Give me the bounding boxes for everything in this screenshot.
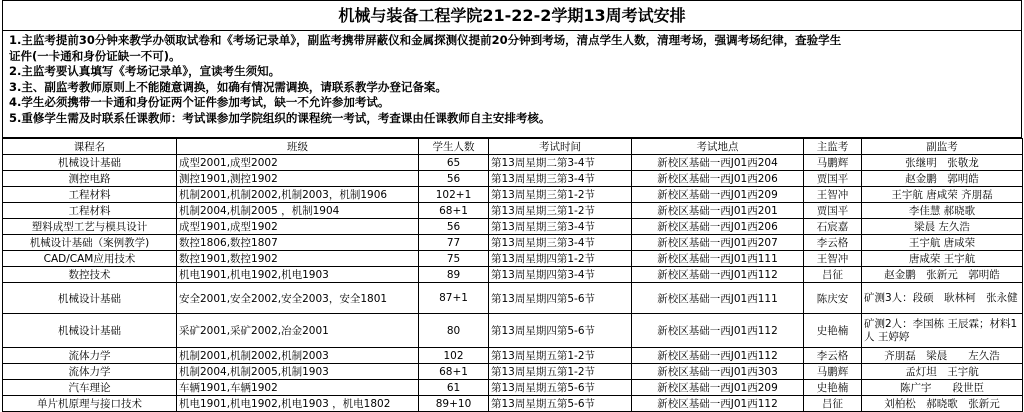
cell-time: 第13周星期四第5-6节 [489,283,632,314]
cell-assistant: 孟灯坦 王宇航 [862,364,1023,380]
cell-time: 第13周星期四第1-2节 [489,251,632,267]
table-row [3,364,1023,380]
cell-chief: 李云格 [804,235,862,251]
cell-count: 102+1 [419,187,489,203]
cell-classes: 机制2001,机制2002,机制2003，机制1906 [177,187,419,203]
cell-course: 机械设计基础（案例教学) [3,235,177,251]
table-row [3,283,1023,314]
cell-count: 89 [419,267,489,283]
cell-assistant: 齐朋磊 梁晨 左久浩 [862,348,1023,364]
note-line: 2.主监考要认真填写《考场记录单》，宣读考生须知。 [9,64,281,78]
cell-time: 第13周星期五第1-2节 [489,364,632,380]
cell-course: 汽车理论 [3,380,177,396]
cell-course: 塑料成型工艺与模具设计 [3,219,177,235]
cell-count: 77 [419,235,489,251]
cell-classes: 机电1901,机电1902,机电1903 ，机电1802 [177,396,419,412]
cell-time: 第13周星期五第1-2节 [489,348,632,364]
cell-course: CAD/CAM应用技术 [3,251,177,267]
cell-chief: 吕征 [804,267,862,283]
cell-place: 新校区基础一西J01西111 [632,283,804,314]
cell-count: 80 [419,314,489,348]
cell-place: 新校区基础一西J01西112 [632,267,804,283]
cell-time: 第13周星期三第3-4节 [489,171,632,187]
cell-time: 第13周星期四第5-6节 [489,314,632,348]
cell-place: 新校区基础一西J01西201 [632,203,804,219]
header-assistant: 副监考 [862,139,1023,155]
table-row [3,314,1023,348]
cell-classes: 测控1901,测控1902 [177,171,419,187]
cell-classes: 机制2004,机制2005 ，机制1904 [177,203,419,219]
cell-chief: 史艳楠 [804,380,862,396]
cell-classes: 车辆1901,车辆1902 [177,380,419,396]
cell-chief: 王智冲 [804,187,862,203]
cell-chief: 史艳楠 [804,314,862,348]
cell-count: 68+1 [419,364,489,380]
cell-time: 第13周星期四第3-4节 [489,267,632,283]
cell-time: 第13周星期三第1-2节 [489,187,632,203]
table-row [3,171,1023,187]
cell-course: 测控电路 [3,171,177,187]
cell-assistant: 梁晨 左久浩 [862,219,1023,235]
page-title: 机械与装备工程学院21-22-2学期13周考试安排 [2,0,1022,30]
table-row [3,235,1023,251]
cell-classes: 机制2001,机制2002,机制2003 [177,348,419,364]
cell-chief: 李云格 [804,348,862,364]
cell-assistant: 李佳慧 郝晓歌 [862,203,1023,219]
cell-count: 87+1 [419,283,489,314]
header-chief: 主监考 [804,139,862,155]
cell-place: 新校区基础一西J01西207 [632,235,804,251]
cell-count: 61 [419,380,489,396]
cell-course: 机械设计基础 [3,283,177,314]
note-line: 4.学生必须携带一卡通和身份证两个证件参加考试，缺一不允许参加考试。 [9,95,390,109]
cell-classes: 成型2001,成型2002 [177,155,419,171]
cell-time: 第13周星期三第3-4节 [489,219,632,235]
cell-assistant: 王宇航 唐咸荣 [862,235,1023,251]
cell-place: 新校区基础一西J01西209 [632,187,804,203]
cell-classes: 安全2001,安全2002,安全2003，安全1801 [177,283,419,314]
cell-course: 工程材料 [3,203,177,219]
cell-time: 第13周星期二第3-4节 [489,155,632,171]
cell-time: 第13周星期五第5-6节 [489,396,632,412]
cell-place: 新校区基础一西J01西204 [632,155,804,171]
cell-assistant: 赵金鹏 张新元 郭明皓 [862,267,1023,283]
table-row [3,187,1023,203]
cell-count: 75 [419,251,489,267]
cell-count: 68+1 [419,203,489,219]
cell-course: 机械设计基础 [3,314,177,348]
table-row [3,380,1023,396]
cell-chief: 王智冲 [804,251,862,267]
cell-count: 102 [419,348,489,364]
header-course: 课程名 [3,139,177,155]
table-row [3,251,1023,267]
header-place: 考试地点 [632,139,804,155]
cell-assistant: 矿测2人：李国栋 王辰霖；材料1人 王婷婷 [862,314,1023,348]
table-row [3,267,1023,283]
cell-time: 第13周星期五第5-6节 [489,380,632,396]
cell-chief: 马鹏辉 [804,155,862,171]
cell-assistant: 陈广宇 段世臣 [862,380,1023,396]
table-row [3,219,1023,235]
table-row [3,348,1023,364]
cell-chief: 贾国平 [804,203,862,219]
cell-place: 新校区基础一西J01西112 [632,348,804,364]
note-line: 3.主、副监考教师原则上不能随意调换，如确有情况需调换，请联系教学办登记备案。 [9,79,447,94]
cell-place: 新校区基础一西J01西206 [632,171,804,187]
cell-chief: 贾国平 [804,171,862,187]
table-row [3,155,1023,171]
cell-course: 工程材料 [3,187,177,203]
cell-classes: 数控1806,数控1807 [177,235,419,251]
cell-place: 新校区基础一西J01西303 [632,364,804,380]
cell-classes: 机制2004,机制2005,机制1903 [177,364,419,380]
cell-classes: 采矿2001,采矿2002,冶金2001 [177,314,419,348]
cell-classes: 成型1901,成型1902 [177,219,419,235]
cell-time: 第13周星期三第1-2节 [489,203,632,219]
exam-schedule-sheet [2,0,1022,410]
header-time: 考试时间 [489,139,632,155]
notes-block [2,30,1022,138]
cell-classes: 数控1901,数控1902 [177,251,419,267]
cell-count: 56 [419,171,489,187]
cell-place: 新校区基础一西J01西111 [632,251,804,267]
cell-course: 流体力学 [3,348,177,364]
table-row [3,396,1023,412]
cell-chief: 吕征 [804,396,862,412]
cell-count: 89+10 [419,396,489,412]
cell-place: 新校区基础一西J01西112 [632,396,804,412]
header-class: 班级 [177,139,419,155]
cell-place: 新校区基础一西J01西112 [632,314,804,348]
cell-chief: 马鹏辉 [804,364,862,380]
cell-classes: 机电1901,机电1902,机电1903 [177,267,419,283]
cell-assistant: 赵金鹏 郭明皓 [862,171,1023,187]
cell-assistant: 王宇航 唐咸荣 齐朋磊 [862,187,1023,203]
note-line: 证件(一卡通和身份证缺一不可)。 [9,48,181,63]
cell-place: 新校区基础一西J01西206 [632,219,804,235]
header-count: 学生人数 [419,139,489,155]
cell-time: 第13周星期三第3-4节 [489,235,632,251]
cell-assistant: 矿测3人：段硕 耿林柯 张永健 [862,283,1023,314]
table-row [3,203,1023,219]
cell-chief: 陈庆安 [804,283,862,314]
cell-assistant: 张继明 张敬龙 [862,155,1023,171]
cell-course: 流体力学 [3,364,177,380]
cell-count: 56 [419,219,489,235]
cell-chief: 石宸嘉 [804,219,862,235]
cell-place: 新校区基础一西J01西209 [632,380,804,396]
note-line: 5.重修学生需及时联系任课教师：考试课参加学院组织的课程统一考试，考查课由任课教师自主安排考核。 [9,110,551,125]
schedule-table [2,138,1023,412]
cell-count: 65 [419,155,489,171]
cell-course: 单片机原理与接口技术 [3,396,177,412]
cell-assistant: 唐咸荣 王宇航 [862,251,1023,267]
cell-assistant: 刘柏松 郝晓歌 张新元 [862,396,1023,412]
cell-course: 数控技术 [3,267,177,283]
note-line: 1.主监考提前30分钟来教学办领取试卷和《考场记录单》，副监考携带屏蔽仪和金属探测仪提前20分钟到考场，清点学生人数，清理考场，强调考场纪律，查验学生 [9,33,842,47]
cell-course: 机械设计基础 [3,155,177,171]
